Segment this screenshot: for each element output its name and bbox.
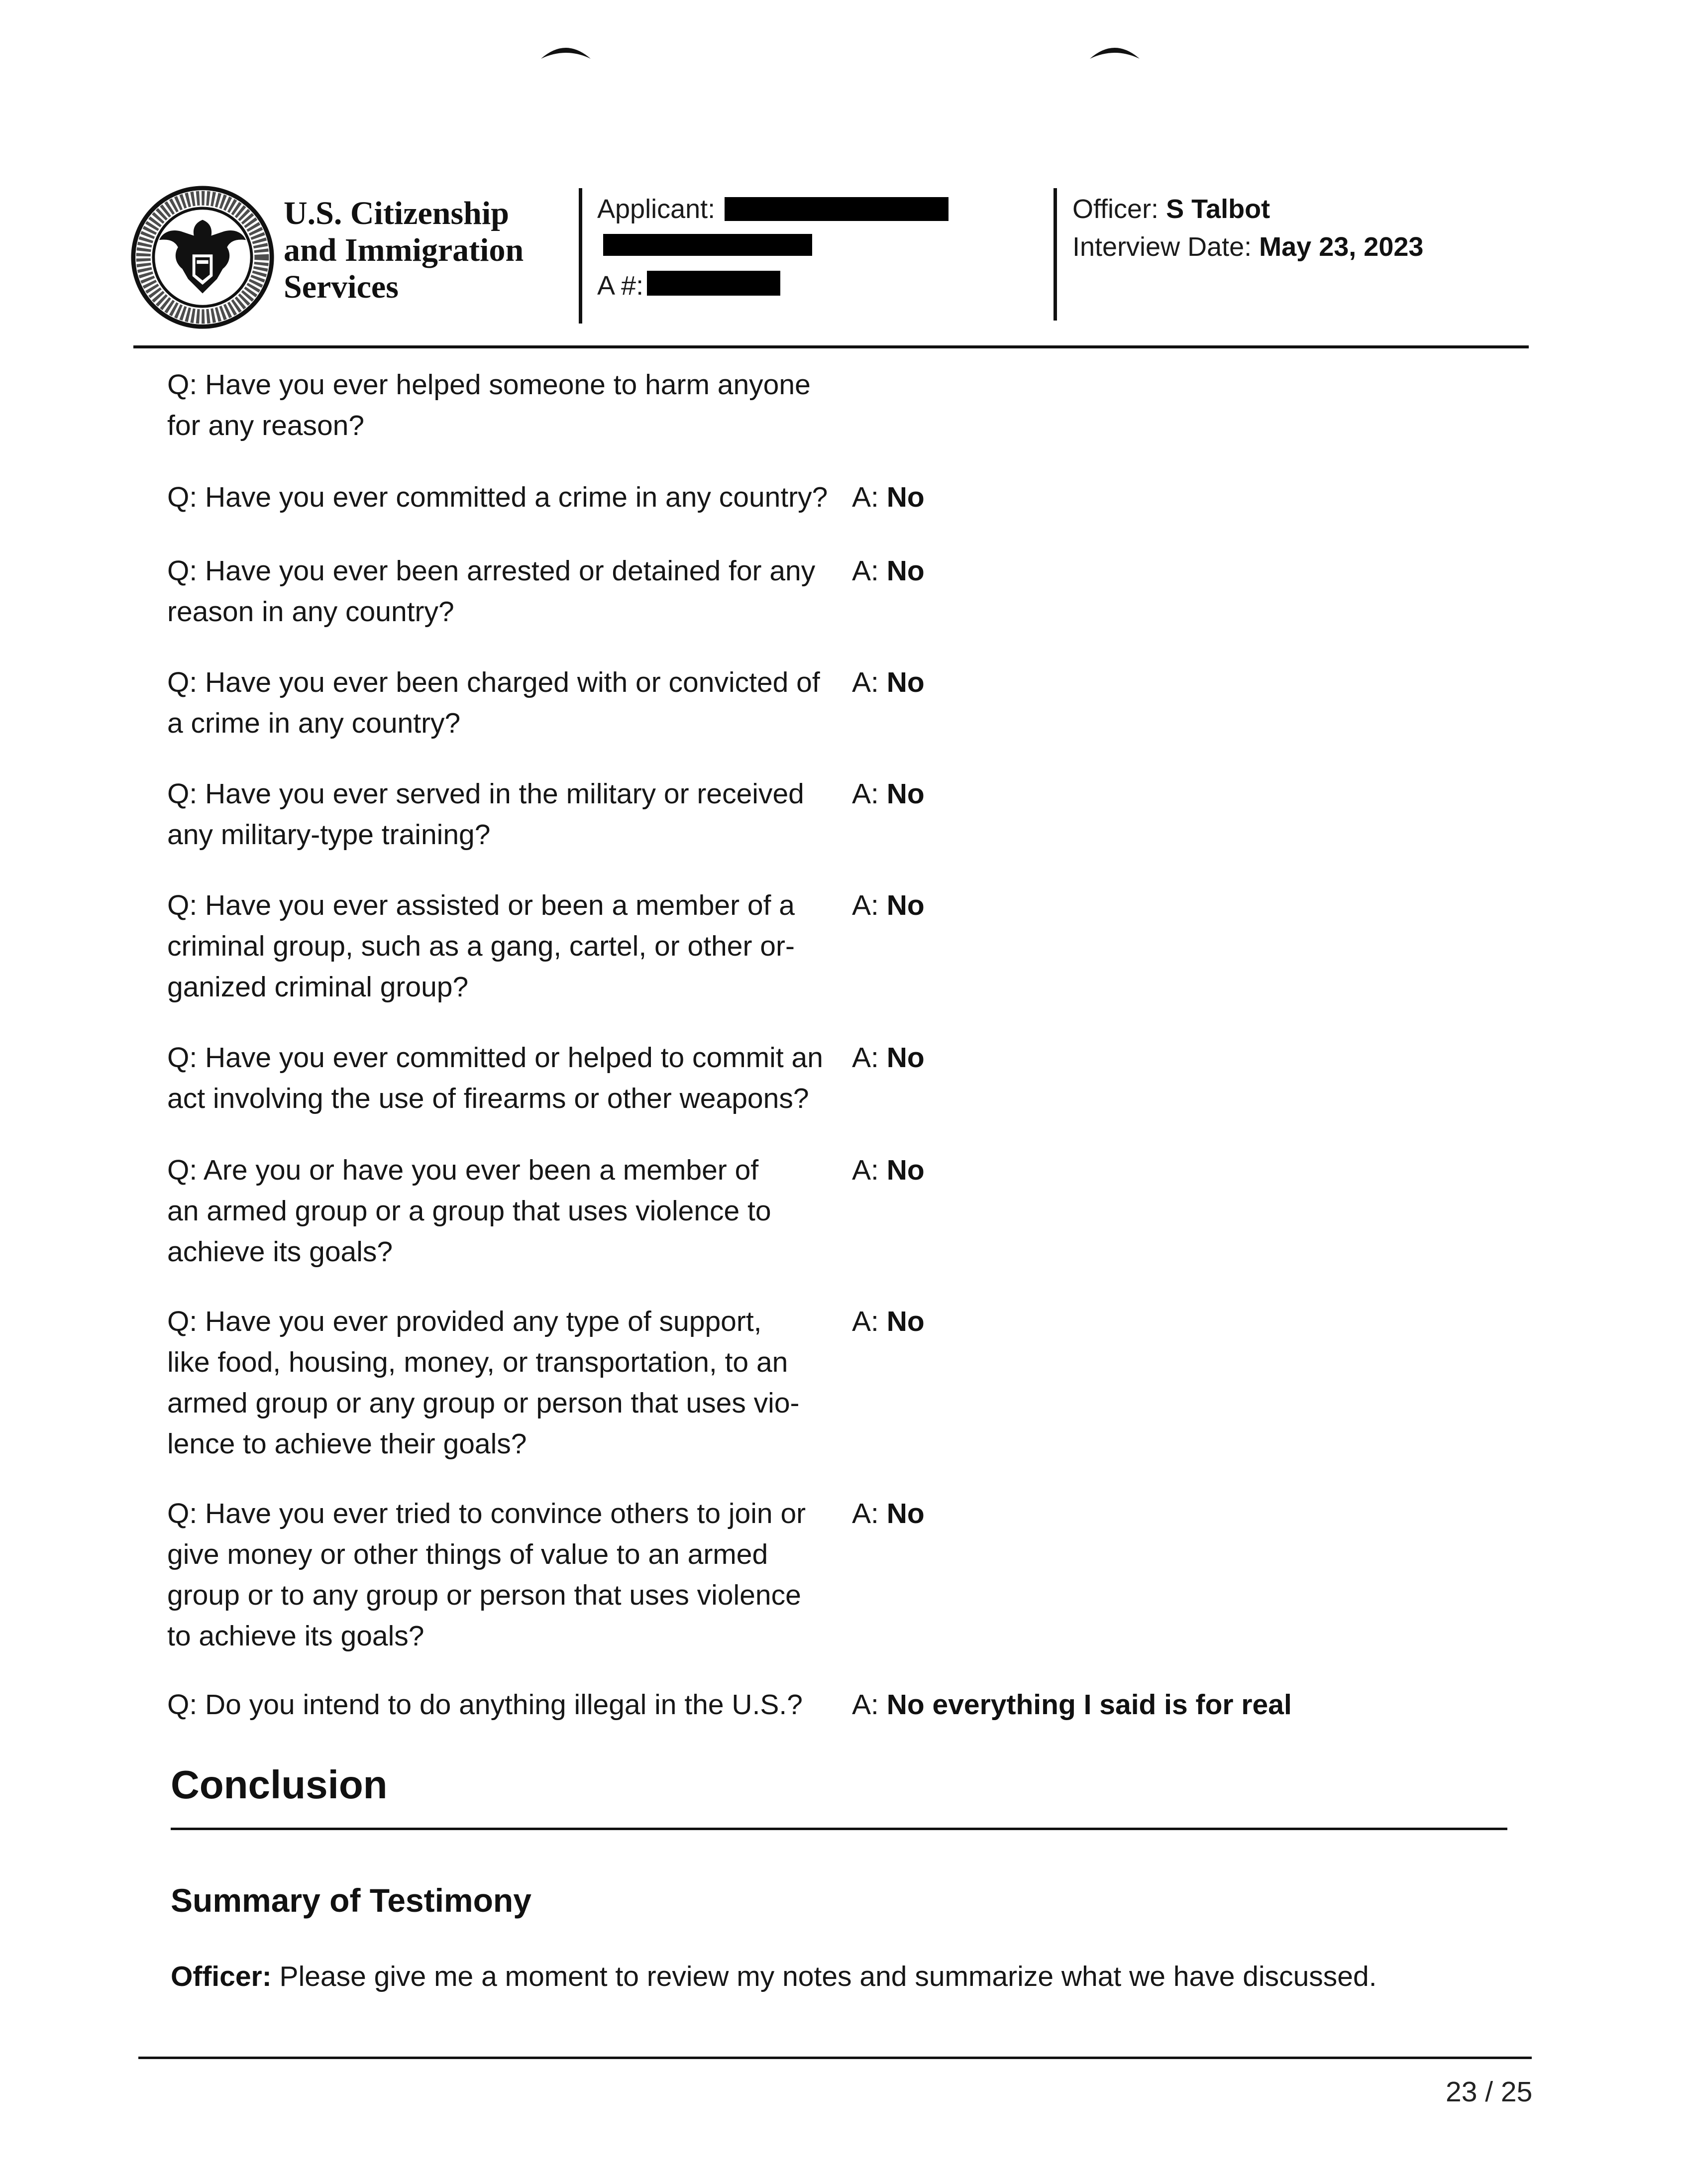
redaction-bar <box>725 197 949 221</box>
question: Q: Have you ever helped someone to harm anyone for any reason? <box>167 369 811 441</box>
agency-name-line: U.S. Citizenship <box>284 195 509 231</box>
section-rule <box>171 1828 1507 1830</box>
question: Q: Do you intend to do anything illegal in the U.S.? <box>167 1689 803 1721</box>
header-divider <box>579 188 582 324</box>
question: Q: Have you ever committed a crime in any country? <box>167 481 828 513</box>
a-number-field <box>597 267 643 305</box>
question: Q: Are you or have you ever been a member of an armed group or a group that uses violence to achieve its goals? <box>167 1154 771 1268</box>
answer: A: No <box>852 555 925 587</box>
question: Q: Have you ever been charged with or convicted of a crime in any country? <box>167 666 820 739</box>
footer-rule <box>138 2057 1532 2059</box>
section-heading: Conclusion <box>171 1762 388 1807</box>
agency-name-line: Services <box>284 269 399 305</box>
agency-name <box>284 195 582 306</box>
scan-artifact <box>538 41 593 61</box>
interview-date-value: May 23, 2023 <box>1259 232 1424 262</box>
speaker-label: Officer: <box>171 1961 272 1992</box>
answer: A: No <box>852 1154 925 1186</box>
header-rule <box>133 345 1529 348</box>
statement-text: Please give me a moment to review my notes and summarize what we have discussed. <box>279 1961 1377 1992</box>
question: Q: Have you ever been arrested or detained for any reason in any country? <box>167 555 816 628</box>
dhs-seal-icon <box>130 185 275 329</box>
question: Q: Have you ever tried to convince others to join or give money or other things of value to an armed group or to any group or person that uses violence to achieve its goals? <box>167 1498 806 1652</box>
answer: A: No <box>852 1042 925 1074</box>
answer: A: No <box>852 1306 925 1337</box>
answer: A: No <box>852 889 925 921</box>
page-number: 23 / 25 <box>1446 2076 1533 2108</box>
answer: A: No everything I said is for real <box>852 1689 1292 1721</box>
officer-field <box>1072 190 1270 228</box>
officer-statement <box>171 1956 1377 1997</box>
agency-name-line: and Immigration <box>284 232 524 268</box>
question: Q: Have you ever assisted or been a member of a criminal group, such as a gang, cartel, or other or- ganized criminal group? <box>167 889 795 1003</box>
answer: A: No <box>852 1498 925 1529</box>
question: Q: Have you ever provided any type of support, like food, housing, money, or transportation, to an armed group or any group or person that uses vio- lence to achieve their goals? <box>167 1306 800 1460</box>
subsection-heading: Summary of Testimony <box>171 1882 531 1919</box>
question: Q: Have you ever committed or helped to commit an act involving the use of firearms or other weapons? <box>167 1042 823 1114</box>
redaction-bar <box>603 234 812 256</box>
question: Q: Have you ever served in the military or received any military-type training? <box>167 778 804 851</box>
answer: A: No <box>852 481 925 513</box>
officer-label: Officer: <box>1072 194 1159 224</box>
redaction-bar <box>647 271 780 296</box>
officer-name: S Talbot <box>1166 194 1270 224</box>
header-divider <box>1054 188 1057 321</box>
interview-date-field <box>1072 228 1423 266</box>
scan-artifact <box>1087 41 1142 61</box>
applicant-label: Applicant: <box>597 194 716 224</box>
interview-date-label: Interview Date: <box>1072 232 1252 262</box>
answer: A: No <box>852 778 925 810</box>
applicant-field <box>597 190 715 228</box>
answer: A: No <box>852 666 925 698</box>
a-number-label: A #: <box>597 271 644 301</box>
